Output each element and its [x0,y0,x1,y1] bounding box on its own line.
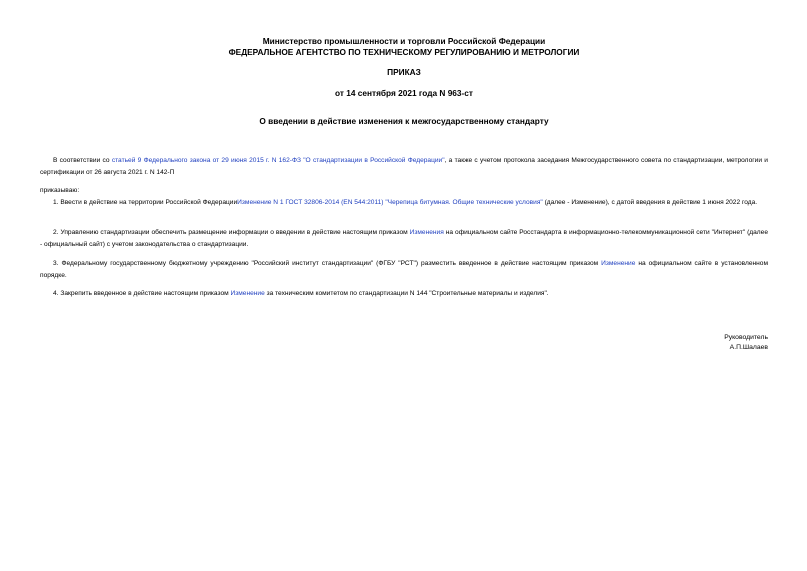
document-subject: О введении в действие изменения к межгосударственному стандарту [259,116,549,126]
document-type: ПРИКАЗ [387,67,421,77]
document-page [40,0,768,571]
order-item-1 [40,197,768,209]
intro-paragraph [40,155,768,179]
signature-role: Руководитель [724,334,768,341]
order-item-2 [40,227,768,251]
item3-text-end: на официальном сайте в установленном порядке. [40,260,768,279]
federal-law-link[interactable]: статьей 9 Федерального закона от 29 июня 2015 г. N 162-ФЗ "О стандартизации в Российской Федерации" [111,157,445,164]
item2-text-end: на официальном сайте Росстандарта в информационно-телекоммуникационной сети "Интернет" (далее - официальный сайт) с учетом законодательства о стандартизации. [40,229,768,248]
amendment-link-item2[interactable]: Изменения [409,229,444,236]
agency-name: ФЕДЕРАЛЬНОЕ АГЕНТСТВО ПО ТЕХНИЧЕСКОМУ РЕГУЛИРОВАНИЮ И МЕТРОЛОГИИ [228,47,580,57]
intro-text-start: В соответствии со [53,157,112,164]
order-item-3 [40,258,768,282]
signature-name: А.П.Шалаев [729,344,768,351]
document-date-number: от 14 сентября 2021 года N 963-ст [335,88,473,98]
item2-text-start: 2. Управлению стандартизации обеспечить размещение информации о введении в действие настоящим приказом [53,229,410,236]
order-item-4 [40,288,768,300]
item1-text-start: 1. Ввести в действие на территории Российской Федерации [53,199,238,206]
ministry-name: Министерство промышленности и торговли Российской Федерации [262,36,546,46]
item4-text-start: 4. Закрепить введенное в действие настоящим приказом [53,290,231,297]
item4-text-end: за техническим комитетом по стандартизации N 144 "Строительные материалы и изделия". [264,290,549,297]
amendment-link-item4[interactable]: Изменение [230,290,265,297]
item1-text-end: (далее - Изменение), с датой введения в действие 1 июня 2022 года. [542,199,758,206]
amendment-link-item3[interactable]: Изменение [601,260,636,267]
intro-text-end: , а также с учетом протокола заседания Межгосударственного совета по стандартизации, метрологии и сертификации от 26 августа 2021 г. N 142-П [40,157,768,176]
item3-text-start: 3. Федеральному государственному бюджетному учреждению "Российский институт стандартизации" (ФГБУ "РСТ") разместить введенное в действие настоящим приказом [53,260,602,267]
amendment-gost-link[interactable]: Изменение N 1 ГОСТ 32806-2014 (EN 544:2011) "Черепица битумная. Общие технические условия" [237,199,543,206]
order-word: приказываю: [40,187,80,194]
